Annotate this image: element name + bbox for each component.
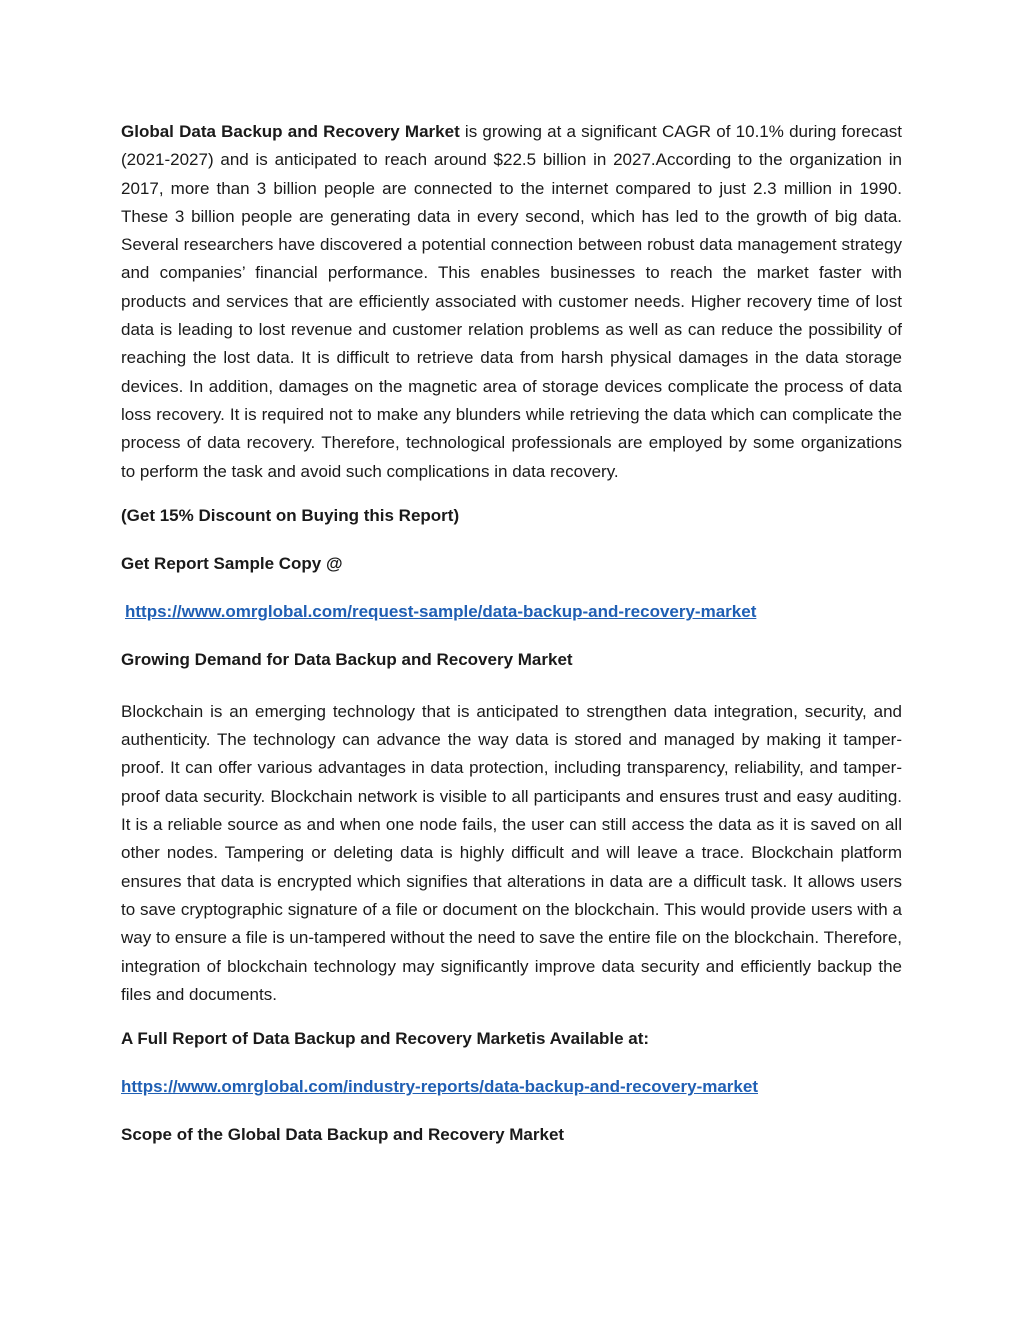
full-report-link-line: [121, 1073, 902, 1101]
intro-text: is growing at a significant CAGR of 10.1% during forecast (2021-2027) and is anticipated to reach around $22.5 billion in 2027.According to the organization in 2017, more than 3 billion people are connected to the internet compared to just 2.3 million in 1990. These 3 billion people are generating data in every second, which has led to the growth of big data. Several researchers have discovered a potential connection between robust data management strategy and companies’ financial performance. This enables businesses to reach the market faster with products and services that are efficiently associated with customer needs. Higher recovery time of lost data is leading to lost revenue and customer relation problems as well as can reduce the possibility of reaching the lost data. It is difficult to retrieve data from harsh physical damages in the data storage devices. In addition, damages on the magnetic area of storage devices complicate the process of data loss recovery. It is required not to make any blunders while retrieving the data which can complicate the process of data recovery. Therefore, technological professionals are employed by some organizations to perform the task and avoid such complications in data recovery.: [121, 122, 902, 481]
full-report-link[interactable]: https://www.omrglobal.com/industry-reports/data-backup-and-recovery-market: [121, 1077, 758, 1097]
discount-note: (Get 15% Discount on Buying this Report): [121, 505, 460, 525]
section-heading-growing-demand: Growing Demand for Data Backup and Recovery Market: [121, 649, 573, 669]
full-report-label: A Full Report of Data Backup and Recovery Marketis Available at:: [121, 1029, 650, 1049]
intro-paragraph: [121, 118, 902, 486]
intro-lead: Global Data Backup and Recovery Market: [121, 122, 460, 141]
document-page: [121, 118, 902, 1149]
sample-label: Get Report Sample Copy @: [121, 553, 343, 573]
section-body-growing-demand: Blockchain is an emerging technology that is anticipated to strengthen data integration, security, and authenticity. The technology can advance the way data is stored and managed by making it tamper-proof. It can offer various advantages in data protection, including transparency, reliability, and tamper-proof data security. Blockchain network is visible to all participants and ensures trust and easy auditing. It is a reliable source as and when one node fails, the user can still access the data as it is saved on all other nodes. Tampering or deleting data is highly difficult and will leave a trace. Blockchain platform ensures that data is encrypted which signifies that alterations in data are a difficult task. It allows users to save cryptographic signature of a file or document on the blockchain. This would provide users with a way to ensure a file is un-tampered without the need to save the entire file on the blockchain. Therefore, integration of blockchain technology may significantly improve data security and efficiently backup the files and documents.: [121, 701, 902, 1004]
sample-link[interactable]: https://www.omrglobal.com/request-sample/data-backup-and-recovery-market: [125, 601, 757, 621]
section-heading-scope: Scope of the Global Data Backup and Recovery Market: [121, 1125, 565, 1145]
sample-link-line: [121, 598, 902, 626]
